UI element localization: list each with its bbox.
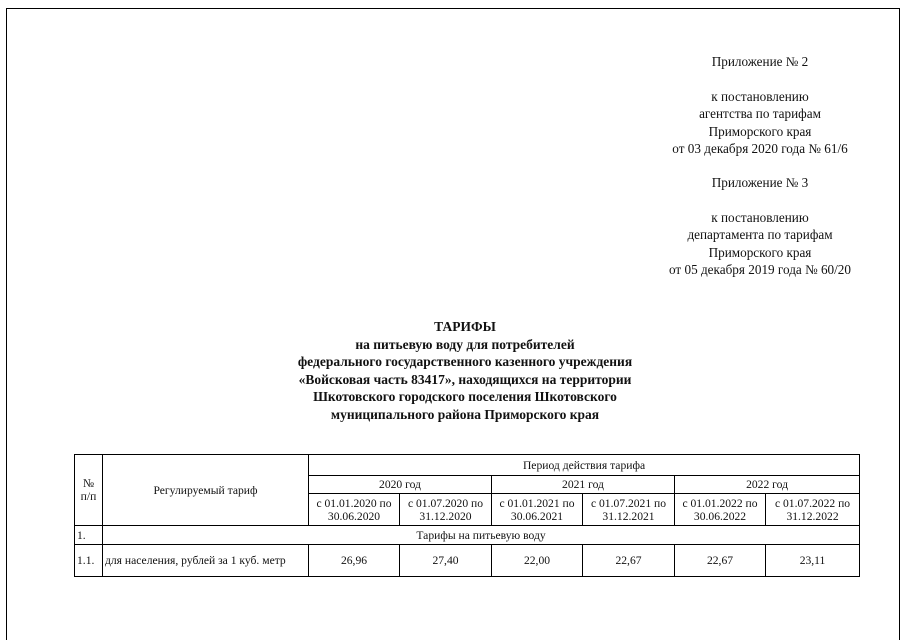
row-number: 1.1. <box>75 545 103 577</box>
year-header: 2022 год <box>675 476 860 494</box>
appendix-2-line: от 03 декабря 2020 года № 61/6 <box>672 141 848 156</box>
year-header: 2021 год <box>492 476 675 494</box>
appendix-3-block <box>600 174 905 279</box>
period-header: с 01.01.2022 по 30.06.2022 <box>675 494 766 526</box>
tariff-value: 23,11 <box>766 545 860 577</box>
tariff-table <box>74 454 860 577</box>
period-header: с 01.07.2021 по 31.12.2021 <box>583 494 675 526</box>
table-header-row <box>75 455 860 476</box>
heading-line: на питьевую воду для потребителей <box>355 336 575 352</box>
document-heading <box>200 318 730 423</box>
scan-border-top <box>6 8 900 9</box>
scan-border-left <box>6 8 7 640</box>
period-header: с 01.01.2020 по 30.06.2020 <box>309 494 400 526</box>
appendix-2-block <box>600 53 905 158</box>
appendix-3-line: департамента по тарифам <box>687 227 833 242</box>
section-title: Тарифы на питьевую воду <box>103 526 860 545</box>
table-row <box>75 545 860 577</box>
column-tariff-header: Регулируемый тариф <box>103 455 309 526</box>
heading-line: федерального государственного казенного учреждения <box>297 354 633 369</box>
row-label: для населения, рублей за 1 куб. метр <box>103 545 309 577</box>
appendix-2-title: Приложение № 2 <box>711 54 809 69</box>
table-section-row <box>75 526 860 545</box>
year-header: 2020 год <box>309 476 492 494</box>
tariff-value: 22,67 <box>583 545 675 577</box>
appendix-3-line: к постановлению <box>711 209 809 225</box>
heading-title: ТАРИФЫ <box>434 319 496 334</box>
column-number-header: № п/п <box>75 455 103 526</box>
appendix-3-title: Приложение № 3 <box>711 175 809 190</box>
tariff-value: 22,00 <box>492 545 583 577</box>
column-period-header: Период действия тарифа <box>309 455 860 476</box>
tariff-value: 22,67 <box>675 545 766 577</box>
heading-line: муниципального района Приморского края <box>330 406 600 422</box>
period-header: с 01.01.2021 по 30.06.2021 <box>492 494 583 526</box>
heading-line: «Войсковая часть 83417», находящихся на территории <box>298 371 632 387</box>
heading-line: Шкотовского городского поселения Шкотовского <box>313 389 617 404</box>
appendix-2-line: агентства по тарифам <box>699 106 821 121</box>
section-number: 1. <box>75 526 103 545</box>
appendix-3-line: от 05 декабря 2019 года № 60/20 <box>669 262 851 277</box>
period-header: с 01.07.2022 по 31.12.2022 <box>766 494 860 526</box>
appendix-2-line: Приморского края <box>708 123 812 139</box>
appendix-2-line: к постановлению <box>711 88 809 104</box>
tariff-value: 27,40 <box>400 545 492 577</box>
tariff-value: 26,96 <box>309 545 400 577</box>
appendix-3-line: Приморского края <box>708 244 812 260</box>
period-header: с 01.07.2020 по 31.12.2020 <box>400 494 492 526</box>
